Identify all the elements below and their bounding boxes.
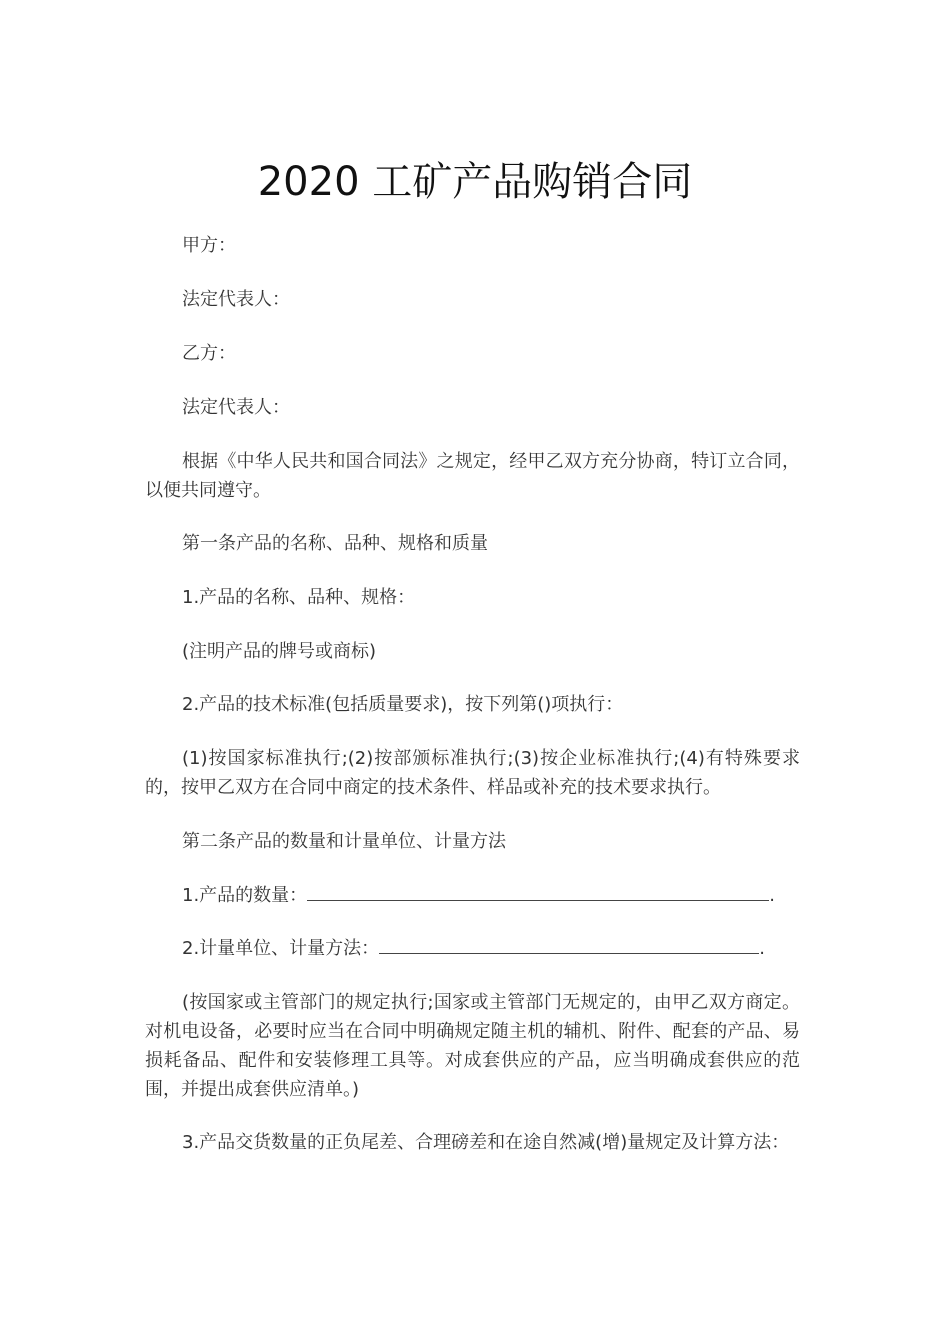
article-2-heading: 第二条产品的数量和计量单位、计量方法: [182, 831, 506, 852]
preamble-paragraph: 根据《中华人民共和国合同法》之规定，经甲乙双方充分协商，特订立合同，以便共同遵守。: [145, 451, 800, 501]
document-title: 2020 工矿产品购销合同: [257, 159, 693, 205]
article-2-item-1-label: 1.产品的数量：: [182, 885, 308, 906]
article-1-item-1: 1.产品的名称、品种、规格：: [182, 587, 416, 608]
quantity-fill-in-blank[interactable]: [307, 882, 769, 901]
article-2-item-1-suffix: .: [769, 885, 775, 906]
article-1-item-2: 2.产品的技术标准(包括质量要求)，按下列第()项执行：: [182, 694, 624, 715]
party-a-line: 甲方：: [182, 235, 236, 256]
party-a-legal-rep-line: 法定代表人：: [182, 289, 290, 310]
article-2-item-3: 3.产品交货数量的正负尾差、合理磅差和在途自然减(增)量规定及计算方法：: [182, 1132, 790, 1153]
article-2-item-2: [145, 934, 800, 963]
measurement-method-fill-in-blank[interactable]: [379, 935, 759, 954]
article-2-item-2-suffix: .: [759, 938, 765, 959]
article-1-heading: 第一条产品的名称、品种、规格和质量: [182, 533, 488, 554]
party-b-line: 乙方：: [182, 343, 236, 364]
article-1-note: (注明产品的牌号或商标): [182, 641, 377, 662]
party-b-legal-rep-line: 法定代表人：: [182, 397, 290, 418]
article-2-item-2-label: 2.计量单位、计量方法：: [182, 938, 380, 959]
article-2-item-1: [145, 881, 800, 910]
article-2-note: (按国家或主管部门的规定执行;国家或主管部门无规定的，由甲乙双方商定。对机电设备，必要时应当在合同中明确规定随主机的辅机、附件、配套的产品、易损耗备品、配件和安装修理工具等。对成套供应的产品，应当明确成套供应的范围，并提出成套供应清单。): [145, 992, 800, 1100]
article-1-standards: (1)按国家标准执行;(2)按部颁标准执行;(3)按企业标准执行;(4)有特殊要求的，按甲乙双方在合同中商定的技术条件、样品或补充的技术要求执行。: [145, 748, 800, 798]
